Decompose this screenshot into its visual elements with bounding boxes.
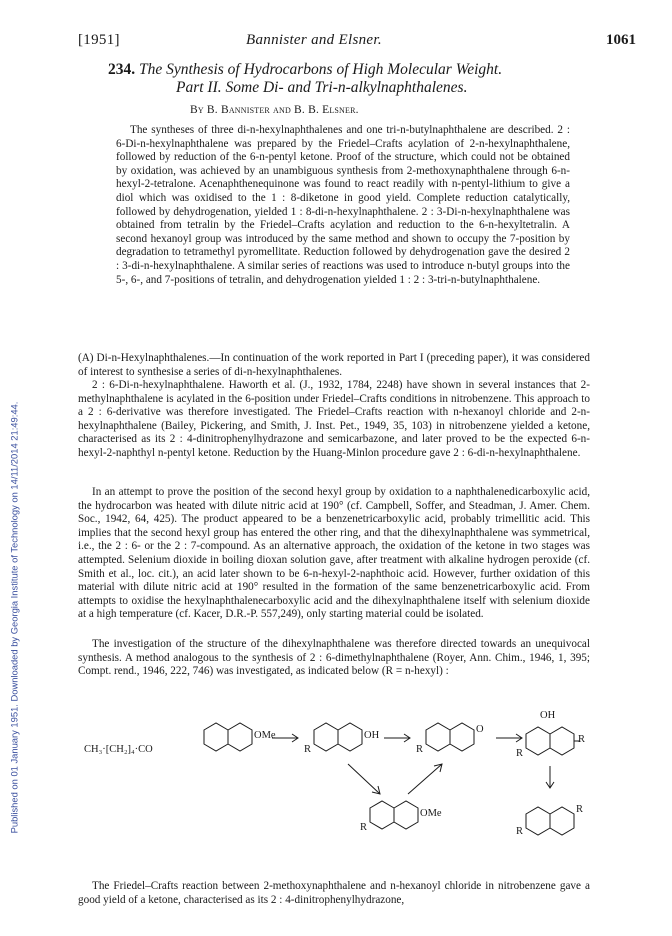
byline: By B. Bannister and B. B. Elsner. <box>190 104 359 116</box>
r-label-5: R <box>360 822 368 833</box>
oh-label-2: OH <box>540 710 556 721</box>
page-header <box>78 32 636 52</box>
reaction-scheme <box>84 710 586 866</box>
paragraph-final: The Friedel–Crafts reaction between 2-methoxynaphthalene and n-hexanoyl chloride in nitrobenzene gave a good yield of a ketone, characterised as its 2 : 4-dinitrophenylhydrazone, <box>78 880 590 906</box>
r-label-2: R <box>416 744 424 755</box>
paragraph-intro: (A) Di-n-Hexylnaphthalenes.—In continuation of the work reported in Part I (preceding paper), it was considered of interest to synthesise a series of di-n-hexylnaphthalenes. <box>78 352 590 378</box>
paragraph-2-6: 2 : 6-Di-n-hexylnaphthalene. Haworth et al. (J., 1932, 1784, 2248) have shown in several instances that 2-methylnaphthalene is acylated in the 6-position under Friedel–Crafts conditions in nitrobenzene. This approach to a 2 : 6-derivative was therefore investigated. The Friedel–Crafts reaction with n-hexanoyl chloride and 2-n-hexylnaphthalene (Bailey, Pickering, and Smith, J. Inst. Pet., 1949, 35, 103) in nitrobenzene yielded a ketone, characterised as its 2 : 4-dinitrophenylhydrazone and semicarbazone, and later proved to be the expected 6-n-hexyl-2-naphthyl n-pentyl ketone. Reduction by the Huang-Minlon procedure gave 2 : 6-di-n-hexylnaphthalene. <box>78 379 590 459</box>
download-watermark <box>4 0 20 936</box>
page-number: 1061 <box>606 32 636 48</box>
o-label: O <box>476 724 484 735</box>
r-label-3: R <box>578 734 586 745</box>
title-line-1: The Synthesis of Hydrocarbons of High Molecular Weight. <box>139 61 503 78</box>
download-note: Published on 01 January 1951. Downloaded by Georgia Institute of Technology on 14/11/2014 21:49:44. <box>8 401 20 834</box>
r-label-1: R <box>304 744 312 755</box>
paragraph-oxidation: In an attempt to prove the position of the second hexyl group by oxidation to a naphthalenedicarboxylic acid, the hydrocarbon was heated with dilute nitric acid at 190° (cf. Campbell, Soffer, and Steadman, J. Amer. Chem. Soc., 1942, 64, 425). The product appeared to be a benzenetricarboxylic acid, probably trimellitic acid. This implies that the second hexyl group has entered the other ring, and that the dihexylnaphthalene was symmetrical, i.e., the 2 : 6- or the 2 : 7-compound. As an alternative approach, the oxidation of the ketone in two stages was attempted. Selenium dioxide in boiling dioxan solution gave, after treatment with alkaline hydrogen peroxide (cf. Smith et al., loc. cit.), an acid later shown to be 6-n-hexyl-2-naphthoic acid. However, further oxidation of this material with dilute nitric acid at 190° resulted in the formation of the same benzenetricarboxylic acid. From attempts to oxidise the hexylnaphthalenecarboxylic acid and the dihexylnaphthalene itself with selenium dioxide at a high temperature (cf. Kacer, D.R.-P. 557,249), only starting material could be isolated. <box>78 486 590 621</box>
running-title: Bannister and Elsner. <box>246 32 382 48</box>
article-title <box>108 61 608 97</box>
ome-label-1: OMe <box>254 730 276 741</box>
r-label-6: R <box>516 826 524 837</box>
abstract: The syntheses of three di-n-hexylnaphthalenes and one tri-n-butylnaphthalene are described. 2 : 6-Di-n-hexylnaphthalene was prepared by the Friedel–Crafts acylation of 2-n-hexylnaphthalene, followed by reduction of the 6-n-pentyl ketone. Proof of the structure, which could not be obtained by oxidation, was achieved by an unambiguous synthesis from 2-methoxynaphthalene through 6-n-hexyl-2-tetralone. Acenaphthenequinone was found to react readily with n-pentyl-lithium to give a diol which was oxidised to the 1 : 8-diketone in good yield. Complete reduction catalytically, followed by dehydrogenation, yielded 1 : 8-di-n-hexylnaphthalene. 2 : 3-Di-n-hexylnaphthalene was obtained from tetralin by the Friedel–Crafts acylation and reduction to the 6-n-hexyltetralin. A second hexanoyl group was introduced by the same method and shown to occupy the 7-position by degradation to tetramethyl pyromellitate. Reduction followed by dehydrogenation gave the desired 2 : 3-di-n-hexylnaphthalene. A similar series of reactions was used to introduce n-butyl groups into the 5-, 6-, and 7-positions of tetralin, and dehydrogenation yielded 1 : 2 : 3-tri-n-butylnaphthalene. <box>116 124 570 286</box>
oh-label-1: OH <box>364 730 380 741</box>
start-acyl-group: CH₃·[CH₂]₄·CO <box>84 744 153 755</box>
article-number: 234. <box>108 61 136 78</box>
paragraph-synthesis: The investigation of the structure of the dihexylnaphthalene was therefore directed towards an unequivocal synthesis. A method analogous to the synthesis of 2 : 6-dimethylnaphthalene (Royer, Ann. Chim., 1946, 1, 395; Compt. rend., 1946, 222, 746) was investigated, as indicated below (R = n-hexyl) : <box>78 638 590 678</box>
title-line-2: Part II. Some Di- and Tri-n-alkylnaphthalenes. <box>176 79 468 96</box>
scheme-drawing <box>86 716 586 866</box>
header-year: [1951] <box>78 32 120 48</box>
r-label-7: R <box>576 804 584 815</box>
r-label-4: R <box>516 748 524 759</box>
ome-label-2: OMe <box>420 808 442 819</box>
